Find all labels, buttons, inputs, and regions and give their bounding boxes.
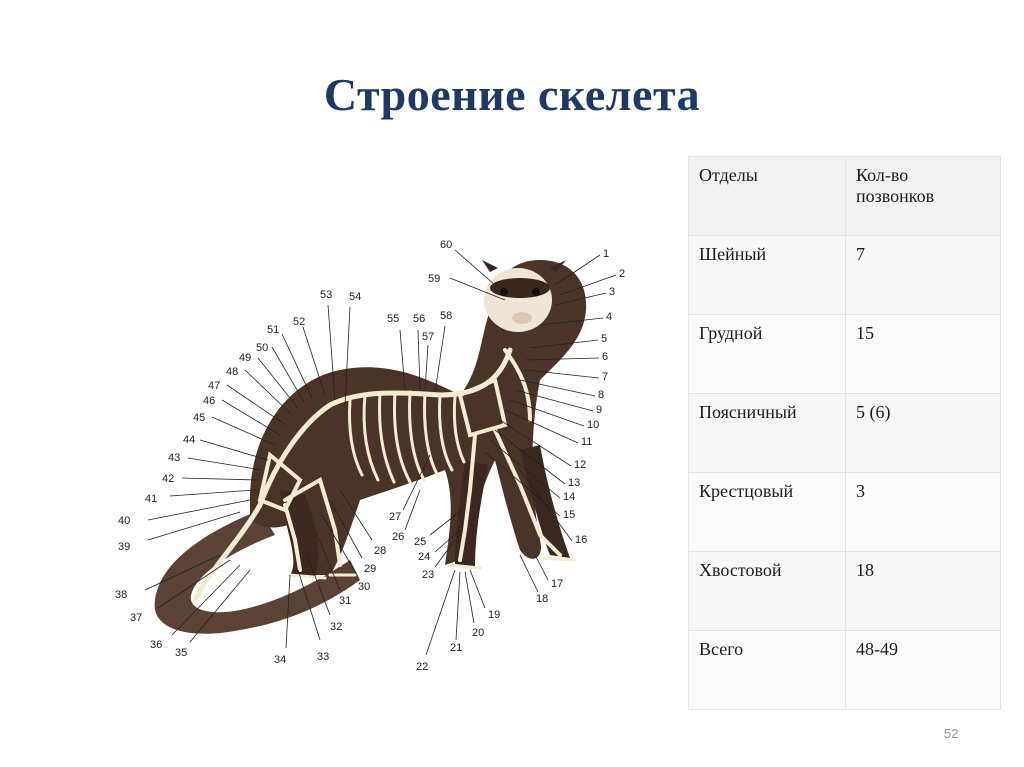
ferret-skeleton-illustration [100,230,640,690]
table-cell: Поясничный [689,394,846,473]
callout-36: 36 [150,639,163,651]
callout-35: 35 [175,647,188,659]
table-cell: 3 [846,473,1001,552]
callout-45: 45 [193,412,206,424]
table-cell: Всего [689,631,846,710]
callout-38: 38 [115,589,128,601]
table-row [689,315,1001,394]
callout-20: 20 [472,627,485,639]
table-cell: 15 [846,315,1001,394]
callout-11: 11 [581,436,593,448]
callout-39: 39 [118,541,131,553]
callout-50: 50 [256,342,269,354]
callout-43: 43 [168,452,181,464]
callout-34: 34 [274,654,287,666]
callout-2: 2 [619,268,626,280]
table-cell: Хвостовой [689,552,846,631]
table-header-cell: Кол-во позвонков [846,157,1001,236]
vertebrae-table [688,156,1001,710]
table-row [689,631,1001,710]
callout-54: 54 [349,291,362,303]
table-cell: 48-49 [846,631,1001,710]
table-cell: 5 (6) [846,394,1001,473]
callout-56: 56 [413,313,426,325]
callout-46: 46 [203,395,216,407]
callout-27: 27 [389,511,402,523]
callout-31: 31 [339,595,352,607]
callout-33: 33 [317,651,330,663]
table-cell: 7 [846,236,1001,315]
callout-40: 40 [118,515,131,527]
callout-19: 19 [488,609,501,621]
callout-1: 1 [603,248,610,260]
callout-24: 24 [418,551,431,563]
callout-58: 58 [440,310,453,322]
callout-28: 28 [374,545,387,557]
table-row [689,394,1001,473]
callout-15: 15 [563,509,576,521]
callout-55: 55 [387,313,400,325]
table-header-cell: Отделы [689,157,846,236]
callout-53: 53 [320,289,333,301]
callout-5: 5 [601,333,608,345]
callout-12: 12 [574,459,587,471]
callout-32: 32 [330,621,343,633]
callout-7: 7 [602,371,609,383]
callout-26: 26 [392,531,405,543]
callout-25: 25 [414,536,427,548]
table-cell: 18 [846,552,1001,631]
callout-42: 42 [162,473,175,485]
callout-18: 18 [536,593,549,605]
callout-13: 13 [568,477,581,489]
callout-47: 47 [208,380,221,392]
callout-22: 22 [416,661,429,673]
callout-14: 14 [563,491,576,503]
slide-title: Строение скелета [323,69,701,120]
table-row [689,473,1001,552]
callout-8: 8 [598,389,605,401]
callout-23: 23 [422,569,435,581]
callout-17: 17 [551,578,564,590]
callout-60: 60 [440,239,453,251]
animal-silhouette [155,260,587,634]
callout-10: 10 [587,419,600,431]
callout-29: 29 [364,563,377,575]
page-number: 52 [944,726,959,741]
callout-9: 9 [596,404,603,416]
callout-30: 30 [358,581,371,593]
callout-37: 37 [130,612,143,624]
callout-6: 6 [602,351,609,363]
callout-48: 48 [226,366,239,378]
table-cell: Грудной [689,315,846,394]
callout-44: 44 [183,434,196,446]
callout-52: 52 [293,316,306,328]
callout-4: 4 [606,311,613,323]
callout-51: 51 [267,324,280,336]
table-row [689,552,1001,631]
callout-49: 49 [239,352,252,364]
callout-3: 3 [609,286,616,298]
callout-41: 41 [145,493,158,505]
table-row [689,236,1001,315]
callout-57: 57 [422,331,435,343]
table-cell: Шейный [689,236,846,315]
callout-16: 16 [575,534,588,546]
table-header-row [689,157,1001,236]
table-cell: Крестцовый [689,473,846,552]
callout-59: 59 [428,273,441,285]
callout-21: 21 [450,642,463,654]
